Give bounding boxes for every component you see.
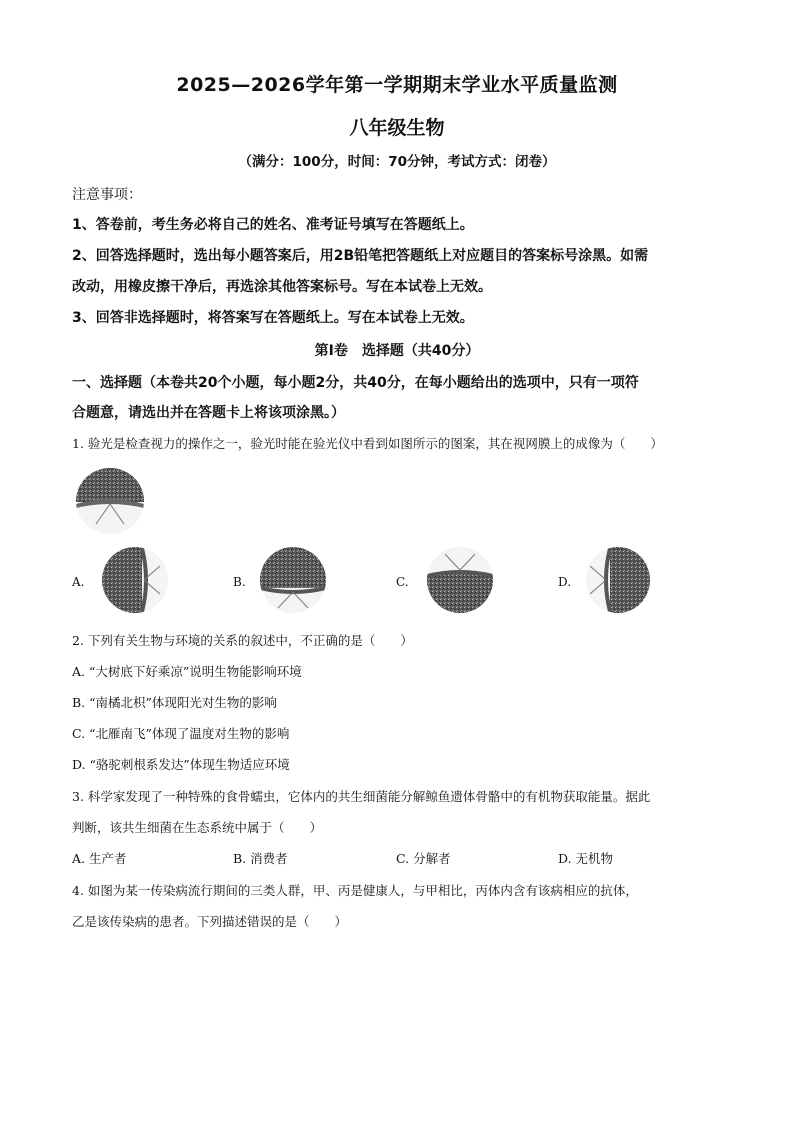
q4-stem-line-2: 乙是该传染病的患者。下列描述错误的是（ ）: [72, 914, 348, 929]
subject-title: 八年级生物: [349, 117, 445, 139]
q1-option-c-image: [425, 546, 495, 614]
exam-info: （满分：100分，时间：70分钟，考试方式：闭卷）: [238, 154, 556, 170]
notes-heading: 注意事项：: [72, 187, 142, 203]
q3-option-b: B. 消费者: [233, 851, 288, 866]
q3-option-c: C. 分解者: [396, 851, 451, 866]
q1-option-a-image: [100, 546, 170, 614]
q2-option-d: D. “骆驼刺根系发达”体现生物适应环境: [72, 757, 290, 772]
q1-option-b-label: B.: [233, 575, 246, 589]
q2-option-c: C. “北雁南飞”体现了温度对生物的影响: [72, 726, 290, 741]
q2-option-b: B. “南橘北枳”体现阳光对生物的影响: [72, 695, 277, 710]
q3-option-a: A. 生产者: [72, 851, 127, 866]
q1-option-d-label: D.: [558, 575, 572, 589]
volume-title: 第Ⅰ卷 选择题（共40分）: [314, 343, 480, 359]
q1-option-d-image: [584, 546, 652, 614]
note-item-1: 1、答卷前，考生务必将自己的姓名、准考证号填写在答题纸上。: [72, 217, 474, 233]
q1-option-a-label: A.: [72, 575, 85, 589]
exam-title: 2025—2026学年第一学期期末学业水平质量监测: [176, 74, 618, 96]
q2-stem: 2. 下列有关生物与环境的关系的叙述中，不正确的是（ ）: [72, 633, 413, 648]
q3-stem-line-1: 3. 科学家发现了一种特殊的食骨蠕虫，它体内的共生细菌能分解鲸鱼遗体骨骼中的有机物获取能量。据此: [72, 789, 651, 804]
note-item-3: 3、回答非选择题时，将答案写在答题纸上。写在本试卷上无效。: [72, 310, 474, 326]
q2-option-a: A. “大树底下好乘凉”说明生物能影响环境: [72, 664, 302, 679]
part-title-line-2: 合题意，请选出并在答题卡上将该项涂黑。）: [72, 405, 345, 421]
q1-stem: 1. 验光是检查视力的操作之一，验光时能在验光仪中看到如图所示的图案，其在视网膜上的成像为（ ）: [72, 436, 663, 451]
q3-option-d: D. 无机物: [558, 851, 614, 866]
part-title-line-1: 一、选择题（本卷共20个小题，每小题2分，共40分，在每小题给出的选项中，只有一项符: [72, 375, 639, 391]
q4-stem-line-1: 4. 如图为某一传染病流行期间的三类人群，甲、丙是健康人，与甲相比，丙体内含有该病相应的抗体，: [72, 883, 638, 898]
note-item-2-line-2: 改动，用橡皮擦干净后，再选涂其他答案标号。写在本试卷上无效。: [72, 279, 492, 295]
q1-reference-pattern-image: [74, 466, 146, 536]
q3-stem-line-2: 判断，该共生细菌在生态系统中属于（ ）: [72, 820, 323, 835]
q1-option-c-label: C.: [396, 575, 409, 589]
note-item-2-line-1: 2、回答选择题时，选出每小题答案后，用2B铅笔把答题纸上对应题目的答案标号涂黑。如需: [72, 248, 649, 264]
q1-option-b-image: [258, 546, 328, 614]
